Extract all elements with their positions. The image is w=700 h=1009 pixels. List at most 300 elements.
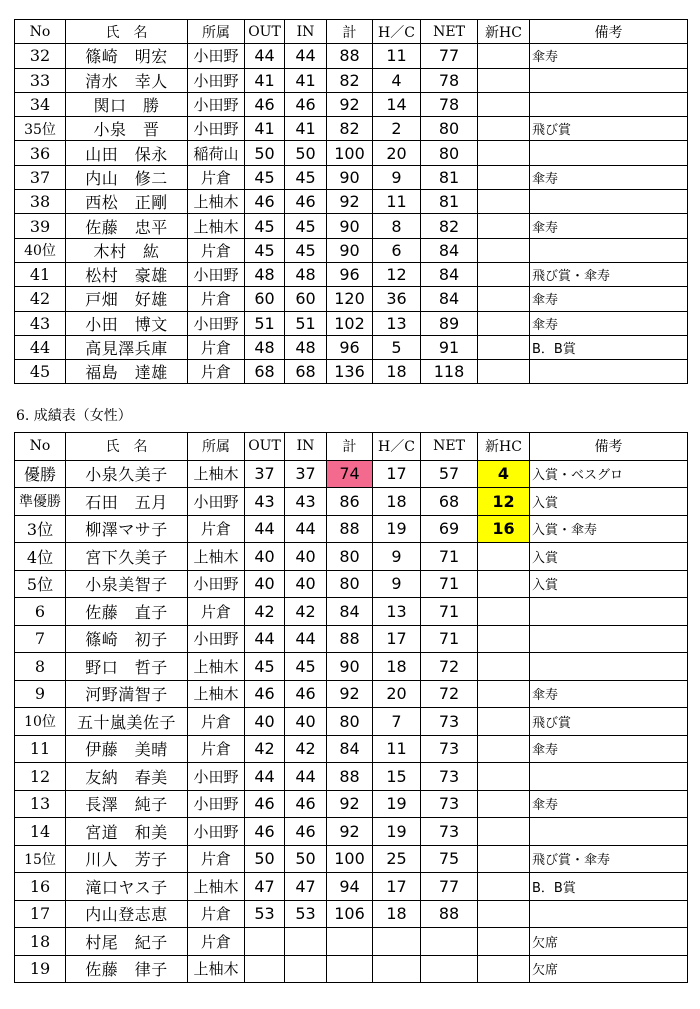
net-score-cell: 77 xyxy=(421,873,478,901)
header-no: No xyxy=(15,433,66,461)
club-cell: 片倉 xyxy=(188,845,245,873)
player-name-cell: 佐藤 直子 xyxy=(66,598,188,626)
header-in: IN xyxy=(285,433,327,461)
table-row xyxy=(15,190,688,214)
new-handicap-cell xyxy=(478,190,530,214)
new-handicap-cell xyxy=(478,360,530,384)
new-handicap-cell xyxy=(478,44,530,68)
in-score-cell: 48 xyxy=(285,262,327,286)
total-score-cell: 80 xyxy=(327,543,373,571)
in-score-cell: 42 xyxy=(285,598,327,626)
remarks-cell: 欠席 xyxy=(530,928,688,956)
in-score-cell: 60 xyxy=(285,287,327,311)
row-no-cell: 12 xyxy=(15,763,66,791)
in-score-cell: 46 xyxy=(285,818,327,846)
remarks-cell xyxy=(530,68,688,92)
header-net: NET xyxy=(421,433,478,461)
remarks-cell xyxy=(530,190,688,214)
out-score-cell: 40 xyxy=(245,708,285,736)
out-score-cell: 50 xyxy=(245,141,285,165)
remarks-cell: 入賞・ベスグロ xyxy=(530,460,688,488)
total-score-cell: 92 xyxy=(327,680,373,708)
in-score-cell: 43 xyxy=(285,488,327,516)
table-row xyxy=(15,625,688,653)
section-title: 6. 成績表（女性） xyxy=(16,408,132,424)
player-name-cell: 関口 勝 xyxy=(66,92,188,116)
in-score-cell: 45 xyxy=(285,653,327,681)
player-name-cell: 小泉 晋 xyxy=(66,117,188,141)
total-score-cell: 94 xyxy=(327,873,373,901)
club-cell: 上柚木 xyxy=(188,460,245,488)
handicap-cell: 18 xyxy=(373,653,421,681)
net-score-cell: 89 xyxy=(421,311,478,335)
in-score-cell: 42 xyxy=(285,735,327,763)
net-score-cell: 69 xyxy=(421,515,478,543)
new-handicap-cell xyxy=(478,570,530,598)
club-cell: 上柚木 xyxy=(188,955,245,983)
total-score-cell: 74 xyxy=(327,460,373,488)
net-score-cell: 118 xyxy=(421,360,478,384)
net-score-cell: 82 xyxy=(421,214,478,238)
table-row xyxy=(15,818,688,846)
row-no-cell: 38 xyxy=(15,190,66,214)
in-score-cell: 45 xyxy=(285,165,327,189)
player-name-cell: 福島 達雄 xyxy=(66,360,188,384)
remarks-cell: B．B賞 xyxy=(530,335,688,359)
out-score-cell: 44 xyxy=(245,625,285,653)
results-table-women xyxy=(14,432,688,983)
player-name-cell: 佐藤 忠平 xyxy=(66,214,188,238)
remarks-cell: 傘寿 xyxy=(530,214,688,238)
net-score-cell: 71 xyxy=(421,543,478,571)
total-score-cell: 88 xyxy=(327,763,373,791)
table-row xyxy=(15,92,688,116)
club-cell: 片倉 xyxy=(188,238,245,262)
table-row xyxy=(15,955,688,983)
row-no-cell: 13 xyxy=(15,790,66,818)
handicap-cell: 19 xyxy=(373,515,421,543)
new-handicap-cell xyxy=(478,928,530,956)
header-hc: H／C xyxy=(373,433,421,461)
handicap-cell: 9 xyxy=(373,543,421,571)
total-score-cell: 80 xyxy=(327,708,373,736)
row-no-cell: 32 xyxy=(15,44,66,68)
net-score-cell: 75 xyxy=(421,845,478,873)
player-name-cell: 川人 芳子 xyxy=(66,845,188,873)
club-cell: 小田野 xyxy=(188,818,245,846)
row-no-cell: 7 xyxy=(15,625,66,653)
handicap-cell: 2 xyxy=(373,117,421,141)
net-score-cell: 57 xyxy=(421,460,478,488)
remarks-cell: 傘寿 xyxy=(530,311,688,335)
in-score-cell: 44 xyxy=(285,763,327,791)
player-name-cell: 佐藤 律子 xyxy=(66,955,188,983)
new-handicap-cell xyxy=(478,598,530,626)
table-row xyxy=(15,900,688,928)
table-row xyxy=(15,165,688,189)
total-score-cell: 84 xyxy=(327,598,373,626)
club-cell: 小田野 xyxy=(188,570,245,598)
club-cell: 片倉 xyxy=(188,335,245,359)
in-score-cell: 46 xyxy=(285,92,327,116)
handicap-cell: 15 xyxy=(373,763,421,791)
handicap-cell: 20 xyxy=(373,680,421,708)
handicap-cell: 5 xyxy=(373,335,421,359)
net-score-cell: 73 xyxy=(421,735,478,763)
table-row xyxy=(15,515,688,543)
net-score-cell: 81 xyxy=(421,190,478,214)
remarks-cell: 飛び賞・傘寿 xyxy=(530,845,688,873)
handicap-cell: 18 xyxy=(373,900,421,928)
handicap-cell xyxy=(373,928,421,956)
net-score-cell: 73 xyxy=(421,790,478,818)
club-cell: 小田野 xyxy=(188,117,245,141)
out-score-cell: 40 xyxy=(245,570,285,598)
header-dept: 所属 xyxy=(188,20,245,44)
new-handicap-cell: 4 xyxy=(478,460,530,488)
club-cell: 片倉 xyxy=(188,708,245,736)
table-row xyxy=(15,873,688,901)
total-score-cell: 92 xyxy=(327,190,373,214)
net-score-cell: 80 xyxy=(421,141,478,165)
out-score-cell: 45 xyxy=(245,165,285,189)
club-cell: 小田野 xyxy=(188,763,245,791)
new-handicap-cell xyxy=(478,165,530,189)
net-score-cell: 91 xyxy=(421,335,478,359)
header-out: OUT xyxy=(245,20,285,44)
player-name-cell: 小田 博文 xyxy=(66,311,188,335)
in-score-cell: 37 xyxy=(285,460,327,488)
net-score-cell: 78 xyxy=(421,92,478,116)
row-no-cell: 43 xyxy=(15,311,66,335)
row-no-cell: 45 xyxy=(15,360,66,384)
in-score-cell: 50 xyxy=(285,845,327,873)
row-no-cell: 8 xyxy=(15,653,66,681)
remarks-cell: 入賞 xyxy=(530,570,688,598)
total-score-cell: 120 xyxy=(327,287,373,311)
out-score-cell: 37 xyxy=(245,460,285,488)
new-handicap-cell xyxy=(478,335,530,359)
remarks-cell xyxy=(530,818,688,846)
player-name-cell: 小泉久美子 xyxy=(66,460,188,488)
row-no-cell: 3位 xyxy=(15,515,66,543)
remarks-cell: 傘寿 xyxy=(530,680,688,708)
total-score-cell: 90 xyxy=(327,653,373,681)
club-cell: 上柚木 xyxy=(188,190,245,214)
in-score-cell: 44 xyxy=(285,625,327,653)
row-no-cell: 5位 xyxy=(15,570,66,598)
player-name-cell: 小泉美智子 xyxy=(66,570,188,598)
club-cell: 上柚木 xyxy=(188,873,245,901)
new-handicap-cell xyxy=(478,790,530,818)
in-score-cell: 53 xyxy=(285,900,327,928)
row-no-cell: 16 xyxy=(15,873,66,901)
remarks-cell xyxy=(530,763,688,791)
new-handicap-cell xyxy=(478,141,530,165)
out-score-cell: 45 xyxy=(245,214,285,238)
player-name-cell: 石田 五月 xyxy=(66,488,188,516)
handicap-cell: 17 xyxy=(373,460,421,488)
in-score-cell: 40 xyxy=(285,708,327,736)
new-handicap-cell xyxy=(478,92,530,116)
out-score-cell: 47 xyxy=(245,873,285,901)
out-score-cell xyxy=(245,928,285,956)
player-name-cell: 松村 豪雄 xyxy=(66,262,188,286)
out-score-cell: 44 xyxy=(245,515,285,543)
total-score-cell: 90 xyxy=(327,165,373,189)
header-name: 氏 名 xyxy=(66,433,188,461)
in-score-cell: 47 xyxy=(285,873,327,901)
new-handicap-cell xyxy=(478,287,530,311)
row-no-cell: 優勝 xyxy=(15,460,66,488)
handicap-cell: 7 xyxy=(373,708,421,736)
table-row xyxy=(15,790,688,818)
table-row xyxy=(15,141,688,165)
remarks-cell: 傘寿 xyxy=(530,165,688,189)
handicap-cell: 36 xyxy=(373,287,421,311)
net-score-cell: 73 xyxy=(421,818,478,846)
total-score-cell: 96 xyxy=(327,335,373,359)
table-row xyxy=(15,488,688,516)
out-score-cell: 53 xyxy=(245,900,285,928)
player-name-cell: 清水 幸人 xyxy=(66,68,188,92)
net-score-cell: 72 xyxy=(421,680,478,708)
total-score-cell: 84 xyxy=(327,735,373,763)
new-handicap-cell xyxy=(478,873,530,901)
header-name: 氏 名 xyxy=(66,20,188,44)
new-handicap-cell xyxy=(478,117,530,141)
total-score-cell: 86 xyxy=(327,488,373,516)
out-score-cell: 50 xyxy=(245,845,285,873)
row-no-cell: 15位 xyxy=(15,845,66,873)
in-score-cell: 46 xyxy=(285,680,327,708)
remarks-cell: 傘寿 xyxy=(530,287,688,311)
player-name-cell: 篠崎 初子 xyxy=(66,625,188,653)
remarks-cell xyxy=(530,653,688,681)
row-no-cell: 37 xyxy=(15,165,66,189)
player-name-cell: 木村 紘 xyxy=(66,238,188,262)
out-score-cell: 48 xyxy=(245,262,285,286)
net-score-cell: 77 xyxy=(421,44,478,68)
out-score-cell: 41 xyxy=(245,68,285,92)
player-name-cell: 戸畑 好雄 xyxy=(66,287,188,311)
header-note: 備考 xyxy=(530,20,688,44)
handicap-cell: 8 xyxy=(373,214,421,238)
remarks-cell xyxy=(530,238,688,262)
row-no-cell: 39 xyxy=(15,214,66,238)
new-handicap-cell xyxy=(478,845,530,873)
remarks-cell: 飛び賞 xyxy=(530,708,688,736)
net-score-cell: 71 xyxy=(421,625,478,653)
table-row xyxy=(15,763,688,791)
handicap-cell: 4 xyxy=(373,68,421,92)
out-score-cell: 68 xyxy=(245,360,285,384)
row-no-cell: 18 xyxy=(15,928,66,956)
remarks-cell: 入賞 xyxy=(530,488,688,516)
table-row xyxy=(15,262,688,286)
table-row xyxy=(15,311,688,335)
player-name-cell: 内山 修二 xyxy=(66,165,188,189)
out-score-cell: 42 xyxy=(245,598,285,626)
club-cell: 小田野 xyxy=(188,625,245,653)
table-row xyxy=(15,598,688,626)
table-row xyxy=(15,214,688,238)
player-name-cell: 長澤 純子 xyxy=(66,790,188,818)
net-score-cell xyxy=(421,955,478,983)
row-no-cell: 19 xyxy=(15,955,66,983)
player-name-cell: 五十嵐美佐子 xyxy=(66,708,188,736)
handicap-cell: 25 xyxy=(373,845,421,873)
results-table-men xyxy=(14,19,688,384)
remarks-cell xyxy=(530,360,688,384)
new-handicap-cell xyxy=(478,708,530,736)
in-score-cell: 44 xyxy=(285,515,327,543)
net-score-cell: 84 xyxy=(421,287,478,311)
net-score-cell: 88 xyxy=(421,900,478,928)
in-score-cell: 50 xyxy=(285,141,327,165)
table-row xyxy=(15,44,688,68)
row-no-cell: 6 xyxy=(15,598,66,626)
table-row xyxy=(15,653,688,681)
table-row xyxy=(15,460,688,488)
header-total: 計 xyxy=(327,433,373,461)
in-score-cell: 45 xyxy=(285,214,327,238)
table-row xyxy=(15,238,688,262)
handicap-cell: 6 xyxy=(373,238,421,262)
row-no-cell: 9 xyxy=(15,680,66,708)
table-row xyxy=(15,928,688,956)
net-score-cell: 71 xyxy=(421,570,478,598)
in-score-cell: 51 xyxy=(285,311,327,335)
new-handicap-cell: 16 xyxy=(478,515,530,543)
club-cell: 小田野 xyxy=(188,790,245,818)
out-score-cell: 45 xyxy=(245,238,285,262)
header-newhc: 新HC xyxy=(478,20,530,44)
total-score-cell: 88 xyxy=(327,625,373,653)
header-total: 計 xyxy=(327,20,373,44)
row-no-cell: 34 xyxy=(15,92,66,116)
net-score-cell: 84 xyxy=(421,238,478,262)
new-handicap-cell xyxy=(478,625,530,653)
remarks-cell: 入賞 xyxy=(530,543,688,571)
out-score-cell: 42 xyxy=(245,735,285,763)
table-body xyxy=(15,20,688,384)
new-handicap-cell xyxy=(478,543,530,571)
handicap-cell: 20 xyxy=(373,141,421,165)
out-score-cell: 46 xyxy=(245,818,285,846)
net-score-cell: 71 xyxy=(421,598,478,626)
club-cell: 小田野 xyxy=(188,68,245,92)
handicap-cell: 9 xyxy=(373,165,421,189)
remarks-cell xyxy=(530,598,688,626)
row-no-cell: 33 xyxy=(15,68,66,92)
header-dept: 所属 xyxy=(188,433,245,461)
new-handicap-cell xyxy=(478,735,530,763)
header-row xyxy=(15,20,688,44)
total-score-cell: 90 xyxy=(327,214,373,238)
table-row xyxy=(15,287,688,311)
header-newhc: 新HC xyxy=(478,433,530,461)
row-no-cell: 36 xyxy=(15,141,66,165)
net-score-cell: 84 xyxy=(421,262,478,286)
row-no-cell: 17 xyxy=(15,900,66,928)
total-score-cell: 90 xyxy=(327,238,373,262)
club-cell: 上柚木 xyxy=(188,543,245,571)
row-no-cell: 準優勝 xyxy=(15,488,66,516)
handicap-cell: 11 xyxy=(373,735,421,763)
header-out: OUT xyxy=(245,433,285,461)
club-cell: 片倉 xyxy=(188,928,245,956)
player-name-cell: 宮道 和美 xyxy=(66,818,188,846)
club-cell: 片倉 xyxy=(188,900,245,928)
club-cell: 小田野 xyxy=(188,311,245,335)
in-score-cell: 68 xyxy=(285,360,327,384)
row-no-cell: 14 xyxy=(15,818,66,846)
new-handicap-cell xyxy=(478,68,530,92)
table-row xyxy=(15,845,688,873)
row-no-cell: 44 xyxy=(15,335,66,359)
handicap-cell: 18 xyxy=(373,488,421,516)
new-handicap-cell xyxy=(478,680,530,708)
total-score-cell: 92 xyxy=(327,818,373,846)
remarks-cell xyxy=(530,92,688,116)
table-body xyxy=(15,433,688,983)
remarks-cell xyxy=(530,900,688,928)
new-handicap-cell xyxy=(478,653,530,681)
total-score-cell: 106 xyxy=(327,900,373,928)
club-cell: 片倉 xyxy=(188,360,245,384)
remarks-cell xyxy=(530,141,688,165)
new-handicap-cell xyxy=(478,818,530,846)
remarks-cell: 傘寿 xyxy=(530,735,688,763)
row-no-cell: 11 xyxy=(15,735,66,763)
net-score-cell: 68 xyxy=(421,488,478,516)
header-no: No xyxy=(15,20,66,44)
total-score-cell: 136 xyxy=(327,360,373,384)
remarks-cell: 欠席 xyxy=(530,955,688,983)
handicap-cell: 14 xyxy=(373,92,421,116)
club-cell: 小田野 xyxy=(188,44,245,68)
table-row xyxy=(15,570,688,598)
in-score-cell: 41 xyxy=(285,117,327,141)
table-row xyxy=(15,68,688,92)
total-score-cell: 82 xyxy=(327,117,373,141)
remarks-cell: 傘寿 xyxy=(530,790,688,818)
total-score-cell xyxy=(327,955,373,983)
in-score-cell: 40 xyxy=(285,543,327,571)
player-name-cell: 村尾 紀子 xyxy=(66,928,188,956)
club-cell: 小田野 xyxy=(188,262,245,286)
remarks-cell: B．B賞 xyxy=(530,873,688,901)
new-handicap-cell xyxy=(478,262,530,286)
row-no-cell: 41 xyxy=(15,262,66,286)
net-score-cell xyxy=(421,928,478,956)
out-score-cell: 45 xyxy=(245,653,285,681)
club-cell: 片倉 xyxy=(188,735,245,763)
handicap-cell: 19 xyxy=(373,790,421,818)
row-no-cell: 42 xyxy=(15,287,66,311)
net-score-cell: 80 xyxy=(421,117,478,141)
club-cell: 片倉 xyxy=(188,598,245,626)
player-name-cell: 友納 春美 xyxy=(66,763,188,791)
handicap-cell: 17 xyxy=(373,873,421,901)
remarks-cell: 傘寿 xyxy=(530,44,688,68)
remarks-cell xyxy=(530,625,688,653)
club-cell: 小田野 xyxy=(188,92,245,116)
out-score-cell: 46 xyxy=(245,190,285,214)
handicap-cell: 11 xyxy=(373,44,421,68)
header-row xyxy=(15,433,688,461)
